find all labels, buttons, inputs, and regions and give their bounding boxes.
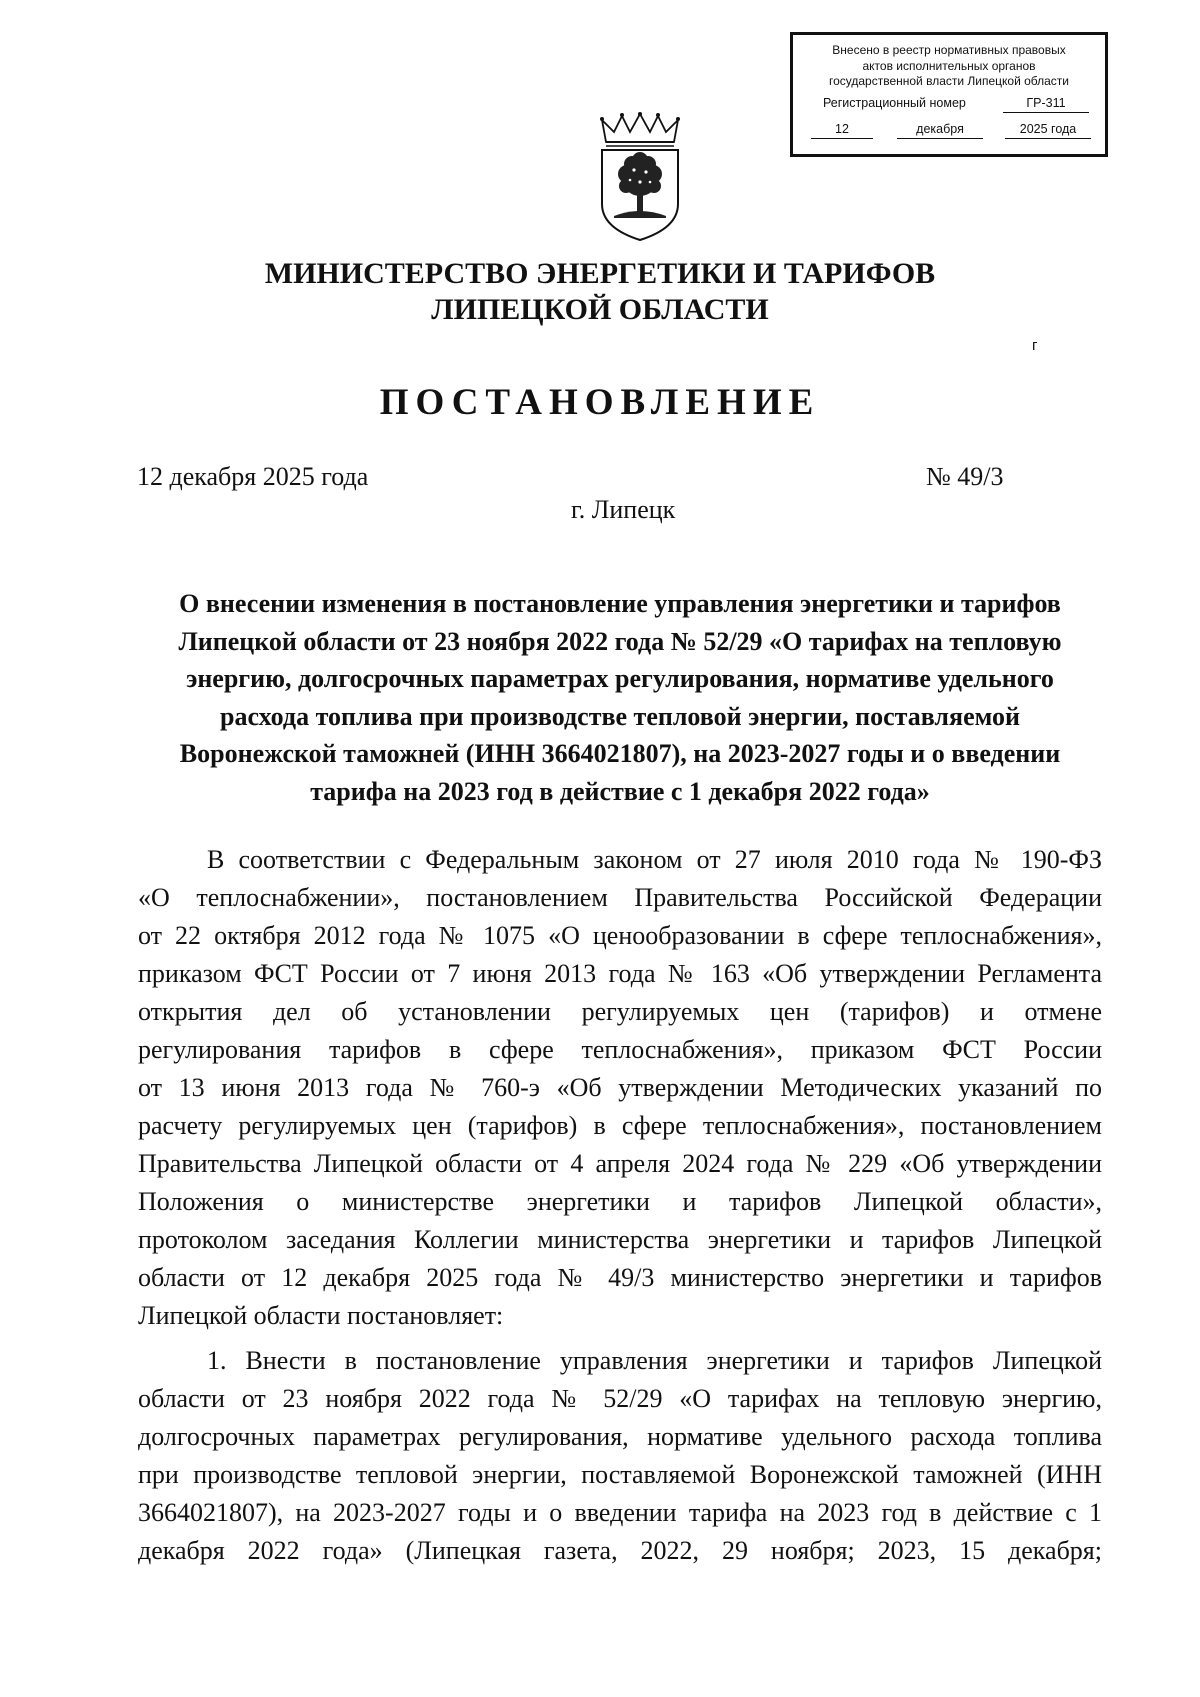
registration-stamp bbox=[790, 32, 1108, 157]
item-1-paragraph bbox=[138, 1342, 1102, 1570]
stray-mark: г bbox=[1032, 337, 1038, 354]
preamble-line: Липецкой области постановляет: bbox=[138, 1301, 504, 1330]
heading-line: расхода топлива при производстве тепловой энергии, поставляемой bbox=[220, 701, 1020, 731]
registration-number-label: Регистрационный номер bbox=[823, 96, 966, 110]
heading-line: энергию, долгосрочных параметрах регулирования, нормативе удельного bbox=[186, 664, 1054, 693]
item-1-line: при производстве тепловой энергии, поставляемой Воронежской таможней (ИНН bbox=[138, 1460, 1102, 1489]
organization-title: МИНИСТЕРСТВО ЭНЕРГЕТИКИ И ТАРИФОВ bbox=[264, 257, 936, 290]
heading-line: Воронежской таможней (ИНН 3664021807), на 2023-2027 годы и о введении bbox=[179, 739, 1061, 768]
preamble-line: регулирования тарифов в сфере теплоснабжения», приказом ФСТ России bbox=[138, 1035, 1102, 1064]
item-1-line: 1. Внести в постановление управления энергетики и тарифов Липецкой bbox=[207, 1346, 1102, 1375]
preamble-line: области от 12 декабря 2025 года № 49/3 министерство энергетики и тарифов bbox=[138, 1263, 1102, 1292]
item-1-line: долгосрочных параметрах регулирования, нормативе удельного расхода топлива bbox=[138, 1422, 1102, 1451]
item-1-line: области от 23 ноября 2022 года № 52/29 «О тарифах на тепловую энергию, bbox=[138, 1384, 1102, 1413]
registration-line: Внесено в реестр нормативных правовых bbox=[832, 43, 1066, 57]
document-date: 12 декабря 2025 года bbox=[137, 462, 369, 491]
preamble-line: Положения о министерстве энергетики и тарифов Липецкой области», bbox=[138, 1187, 1102, 1216]
item-1-line: декабря 2022 года» (Липецкая газета, 2022, 29 ноября; 2023, 15 декабря; bbox=[138, 1536, 1102, 1565]
registration-year: 2025 года bbox=[1005, 122, 1091, 139]
preamble-line: приказом ФСТ России от 7 июня 2013 года № 163 «Об утверждении Регламента bbox=[138, 959, 1102, 988]
document-type: ПОСТАНОВЛЕНИЕ bbox=[379, 382, 821, 423]
preamble-line: от 22 октября 2012 года № 1075 «О ценообразовании в сфере теплоснабжения», bbox=[138, 921, 1102, 950]
registration-line: государственной власти Липецкой области bbox=[828, 74, 1070, 88]
organization-region: ЛИПЕЦКОЙ ОБЛАСТИ bbox=[431, 293, 769, 326]
preamble-line: «О теплоснабжении», постановлением Правительства Российской Федерации bbox=[138, 883, 1102, 912]
preamble-line: Правительства Липецкой области от 4 апреля 2024 года № 229 «Об утверждении bbox=[138, 1149, 1102, 1178]
registration-day: 12 bbox=[811, 122, 873, 139]
document-number: № 49/3 bbox=[926, 462, 1004, 491]
heading-line: Липецкой области от 23 ноября 2022 года № 52/29 «О тарифах на тепловую bbox=[178, 626, 1062, 656]
registration-number: ГР-311 bbox=[1003, 96, 1089, 113]
coat-of-arms-icon bbox=[594, 112, 686, 244]
preamble-line: В соответствии с Федеральным законом от 27 июля 2010 года № 190-ФЗ bbox=[207, 845, 1102, 874]
item-1-line: 3664021807), на 2023-2027 годы и о введении тарифа на 2023 год в действие с 1 bbox=[138, 1498, 1102, 1527]
document-heading bbox=[137, 585, 1103, 810]
registration-month: декабря bbox=[897, 122, 983, 139]
preamble-line: от 13 июня 2013 года № 760-э «Об утверждении Методических указаний по bbox=[138, 1073, 1102, 1102]
heading-line: тарифа на 2023 год в действие с 1 декабря 2022 года» bbox=[310, 776, 930, 806]
document-city: г. Липецк bbox=[571, 495, 676, 524]
preamble-line: открытия дел об установлении регулируемых цен (тарифов) и отмене bbox=[138, 997, 1102, 1026]
preamble-line: расчету регулируемых цен (тарифов) в сфере теплоснабжения», постановлением bbox=[138, 1111, 1102, 1140]
heading-line: О внесении изменения в постановление управления энергетики и тарифов bbox=[179, 589, 1061, 618]
registration-line: актов исполнительных органов bbox=[862, 58, 1036, 73]
preamble-paragraph bbox=[138, 841, 1102, 1335]
preamble-line: протоколом заседания Коллегии министерства энергетики и тарифов Липецкой bbox=[138, 1225, 1102, 1254]
